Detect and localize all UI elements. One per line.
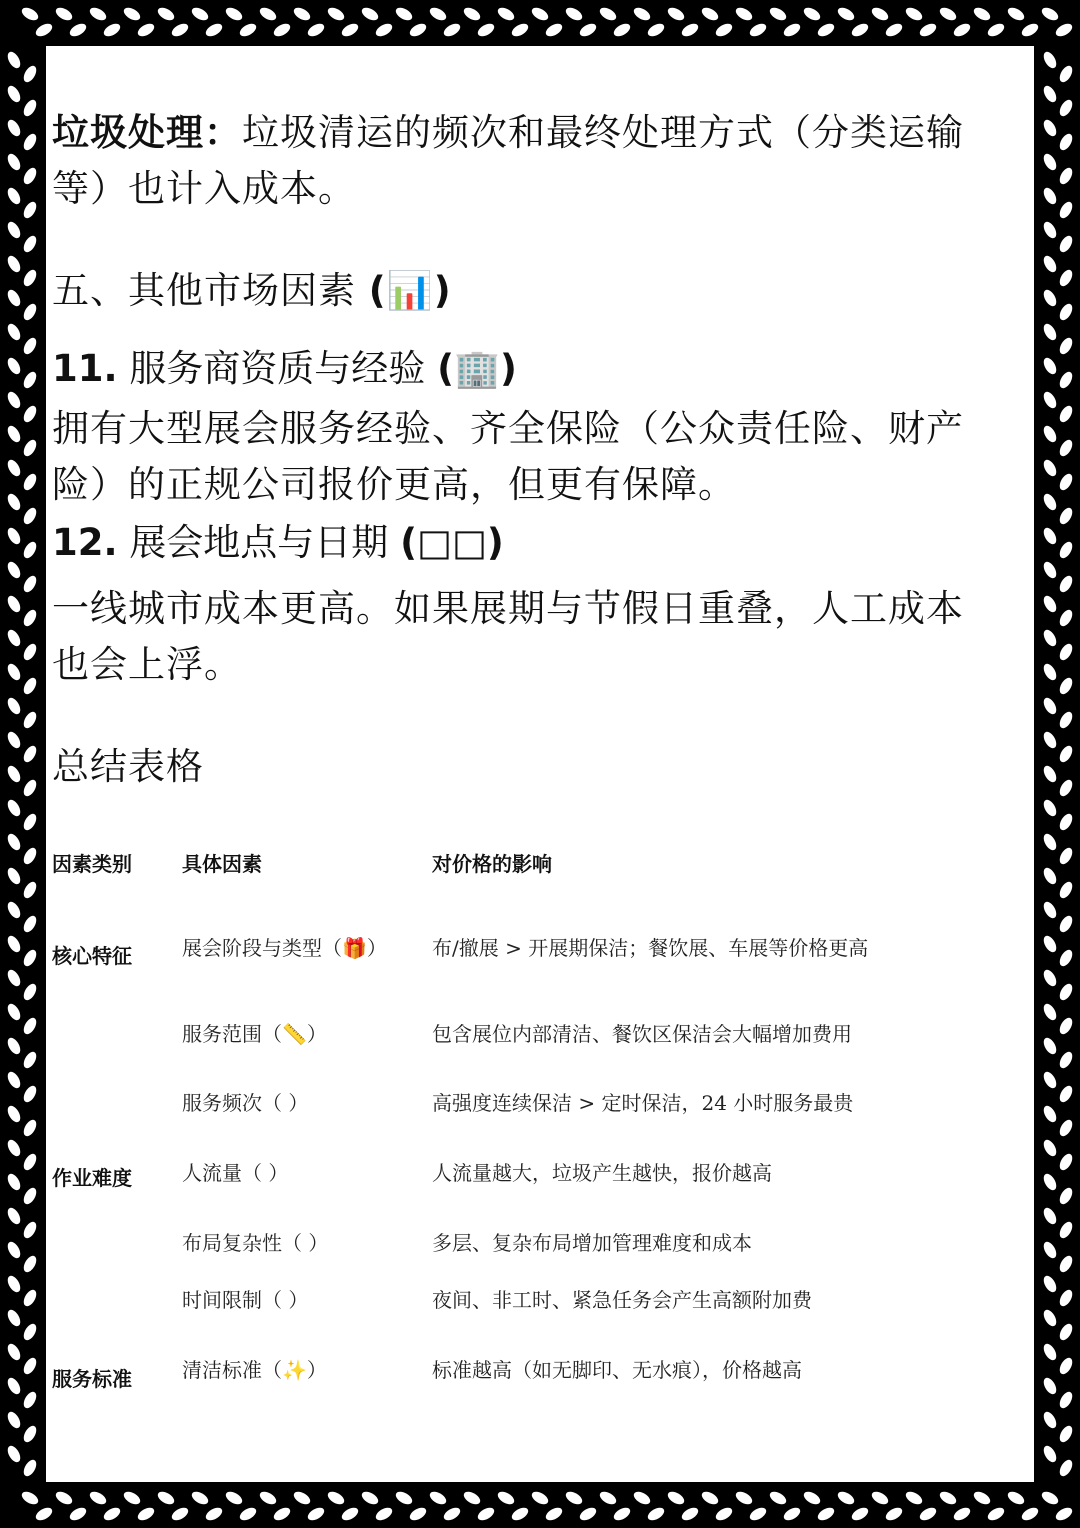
row-category: 作业难度 — [52, 1166, 132, 1190]
table-row — [52, 1000, 982, 1068]
row-category: 服务标准 — [52, 1367, 132, 1391]
garbage-text: 垃圾清运的频次和最终处理方式（分类运输等）也计入成本。 — [52, 111, 964, 210]
table-row — [52, 1322, 982, 1418]
row-category — [52, 1068, 182, 1138]
item-11-number: 11. — [52, 347, 118, 390]
row-category: 核心特征 — [52, 944, 132, 968]
row-impact: 标准越高（如无脚印、无水痕），价格越高 — [432, 1358, 802, 1382]
row-factor: 时间限制（ ） — [182, 1288, 309, 1312]
table-row — [52, 1138, 982, 1208]
office-building-icon: (🏢) — [437, 347, 517, 390]
row-impact: 多层、复杂布局增加管理难度和成本 — [432, 1231, 752, 1255]
summary-header-row — [52, 832, 982, 896]
row-factor: 人流量（ ） — [182, 1161, 289, 1185]
row-impact: 高强度连续保洁 > 定时保洁，24 小时服务最贵 — [432, 1091, 854, 1115]
table-row — [52, 1208, 982, 1278]
table-row — [52, 1068, 982, 1138]
section-5-title: 五、其他市场因素 — [52, 269, 356, 312]
row-factor: 展会阶段与类型（🎁） — [182, 936, 387, 960]
item-12-number: 12. — [52, 521, 118, 564]
item-11-text: 拥有大型展会服务经验、齐全保险（公众责任险、财产险）的正规公司报价更高，但更有保障。 — [52, 407, 964, 506]
item-12-text: 一线城市成本更高。如果展期与节假日重叠，人工成本也会上浮。 — [52, 587, 964, 686]
header-impact: 对价格的影响 — [432, 852, 552, 876]
row-category — [52, 1278, 182, 1322]
summary-title: 总结表格 — [52, 745, 204, 788]
table-row — [52, 896, 982, 1000]
header-factor: 具体因素 — [182, 852, 262, 876]
row-category — [52, 1208, 182, 1278]
row-category — [52, 1000, 182, 1068]
row-impact: 布/撤展 > 开展期保洁；餐饮展、车展等价格更高 — [432, 936, 869, 960]
row-factor: 清洁标准（✨） — [182, 1358, 327, 1382]
garbage-lead: 垃圾处理： — [52, 110, 242, 154]
bar-chart-icon: (📊) — [368, 269, 452, 312]
section-5-heading — [52, 263, 982, 319]
row-impact: 夜间、非工时、紧急任务会产生高额附加费 — [432, 1288, 812, 1312]
garbage-paragraph — [52, 104, 982, 217]
header-category: 因素类别 — [52, 852, 132, 876]
summary-table — [52, 832, 982, 1418]
item-12-heading — [52, 515, 982, 571]
row-impact: 包含展位内部清洁、餐饮区保洁会大幅增加费用 — [432, 1022, 852, 1046]
table-row — [52, 1278, 982, 1322]
item-12-icon: (□□) — [400, 521, 504, 564]
item-11-title: 服务商资质与经验 — [129, 347, 426, 390]
item-11-heading — [52, 341, 982, 397]
row-factor: 服务频次（ ） — [182, 1091, 309, 1115]
item-12-title: 展会地点与日期 — [129, 521, 389, 564]
row-impact: 人流量越大，垃圾产生越快，报价越高 — [432, 1161, 772, 1185]
row-factor: 服务范围（📏） — [182, 1022, 327, 1046]
row-factor: 布局复杂性（ ） — [182, 1231, 329, 1255]
main-content — [52, 100, 982, 795]
